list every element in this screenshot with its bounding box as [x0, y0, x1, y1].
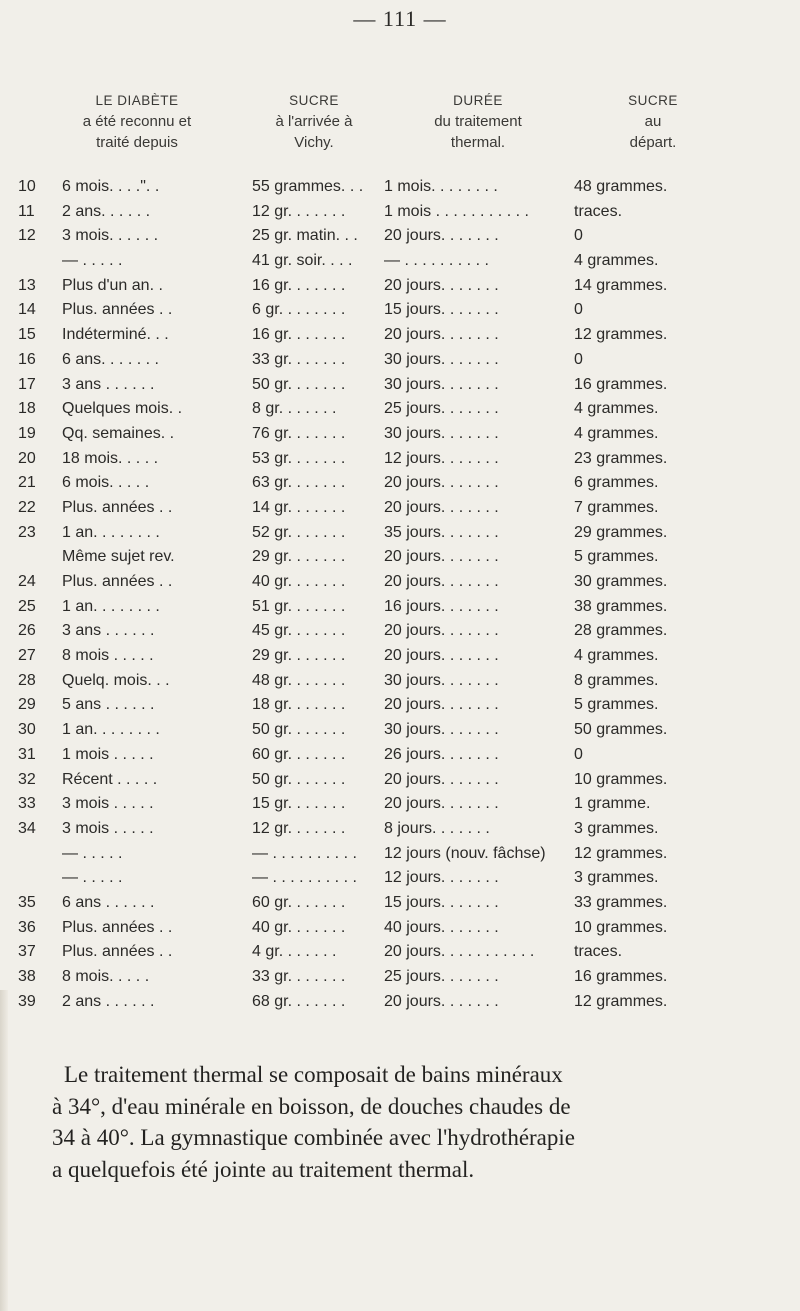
header-line: du traitement	[434, 113, 522, 130]
diagnosed-since: 3 mois. . . . . .	[62, 227, 159, 245]
sugar-on-arrival: 29 gr. . . . . . .	[252, 548, 346, 566]
header-line: thermal.	[450, 134, 506, 151]
table-row	[0, 966, 800, 991]
sugar-on-departure: 5 grammes.	[574, 696, 659, 714]
case-number: 14	[18, 301, 36, 319]
sugar-on-departure: 12 grammes.	[574, 326, 668, 344]
diagnosed-since: 3 ans . . . . . .	[62, 622, 155, 640]
header-line: LE DIABÈTE	[95, 93, 179, 108]
sugar-on-arrival: 14 gr. . . . . . .	[252, 498, 346, 516]
table-row	[0, 299, 800, 324]
sugar-on-arrival: 50 gr. . . . . . .	[252, 721, 346, 739]
treatment-duration: 20 jours. . . . . . .	[384, 795, 499, 813]
diagnosed-since: Plus. années . .	[62, 498, 173, 516]
case-number: 17	[18, 375, 36, 393]
sugar-on-departure: 16 grammes.	[574, 968, 668, 985]
case-number: 20	[18, 449, 36, 467]
case-number: 30	[18, 721, 36, 739]
table-row	[0, 694, 800, 719]
sugar-on-departure: 14 grammes.	[574, 276, 668, 294]
sugar-on-arrival: 6 gr. . . . . . . .	[252, 301, 346, 319]
sugar-on-departure: 10 grammes.	[574, 918, 668, 936]
sugar-on-arrival: — . . . . . . . . . .	[252, 844, 357, 862]
paragraph-line: Le traitement thermal se composait de bains minéraux	[64, 1062, 563, 1087]
sugar-on-departure: 30 grammes.	[574, 573, 668, 590]
sugar-on-arrival: 25 gr. matin. . .	[252, 227, 358, 245]
case-number: 12	[18, 227, 36, 245]
sugar-on-departure: 3 grammes.	[574, 869, 659, 887]
sugar-on-departure: 4 grammes.	[574, 424, 659, 442]
table-row	[0, 522, 800, 547]
treatment-duration: 30 jours. . . . . . .	[384, 350, 499, 368]
case-number: 38	[18, 968, 36, 985]
case-number: 19	[18, 424, 36, 442]
case-table	[0, 176, 800, 1015]
sugar-on-departure: 16 grammes.	[574, 375, 668, 393]
case-number: 13	[18, 276, 36, 294]
diagnosed-since: 3 mois . . . . .	[62, 795, 154, 813]
treatment-duration: 25 jours. . . . . . .	[384, 968, 499, 985]
treatment-duration: 20 jours. . . . . . .	[384, 227, 499, 245]
case-number: 29	[18, 696, 36, 714]
treatment-duration: 1 mois. . . . . . . .	[384, 178, 498, 195]
diagnosed-since: 1 mois . . . . .	[62, 745, 154, 763]
treatment-duration: 26 jours. . . . . . .	[384, 745, 499, 763]
sugar-on-arrival: 33 gr. . . . . . .	[252, 350, 346, 368]
treatment-duration: 20 jours. . . . . . .	[384, 276, 499, 294]
sugar-on-arrival: 68 gr. . . . . . .	[252, 992, 346, 1010]
sugar-on-arrival: 16 gr. . . . . . .	[252, 326, 346, 344]
table-row	[0, 991, 800, 1016]
treatment-duration: 30 jours. . . . . . .	[384, 375, 499, 393]
sugar-on-arrival: 52 gr. . . . . . .	[252, 523, 346, 541]
table-row	[0, 225, 800, 250]
diagnosed-since: — . . . . .	[62, 869, 123, 887]
table-row	[0, 917, 800, 942]
header-line: traité depuis	[96, 134, 178, 151]
sugar-on-departure: 1 gramme.	[574, 795, 651, 813]
diagnosed-since: 1 an. . . . . . . .	[62, 721, 160, 739]
sugar-on-arrival: 33 gr. . . . . . .	[252, 968, 346, 985]
sugar-on-departure: 38 grammes.	[574, 597, 668, 615]
table-row	[0, 448, 800, 473]
case-number: 25	[18, 597, 36, 615]
case-number: 31	[18, 745, 36, 763]
treatment-duration: 20 jours. . . . . . . . . . .	[384, 943, 535, 961]
case-number: 15	[18, 326, 36, 344]
sugar-on-arrival: 15 gr. . . . . . .	[252, 795, 346, 813]
column-header-sucre-arrivee	[254, 90, 374, 153]
case-number: 22	[18, 498, 36, 516]
sugar-on-departure: 48 grammes.	[574, 178, 668, 195]
sugar-on-departure: 6 grammes.	[574, 474, 659, 492]
treatment-duration: 40 jours. . . . . . .	[384, 918, 499, 936]
treatment-duration: 12 jours. . . . . . .	[384, 869, 499, 887]
sugar-on-departure: 23 grammes.	[574, 449, 668, 467]
diagnosed-since: Plus. années . .	[62, 573, 173, 590]
sugar-on-departure: 33 grammes.	[574, 893, 668, 911]
sugar-on-departure: 0	[574, 350, 583, 368]
table-row	[0, 398, 800, 423]
treatment-paragraph	[52, 1059, 752, 1185]
treatment-duration: 8 jours. . . . . . .	[384, 819, 490, 837]
table-row	[0, 349, 800, 374]
diagnosed-since: Plus. années . .	[62, 943, 173, 961]
case-number: 11	[18, 202, 35, 220]
sugar-on-departure: traces.	[574, 202, 623, 220]
diagnosed-since: — . . . . .	[62, 844, 123, 862]
sugar-on-departure: traces.	[574, 943, 623, 961]
table-row	[0, 571, 800, 596]
treatment-duration: 30 jours. . . . . . .	[384, 424, 499, 442]
treatment-duration: 20 jours. . . . . . .	[384, 622, 499, 640]
table-row	[0, 497, 800, 522]
sugar-on-departure: 0	[574, 227, 583, 245]
diagnosed-since: Quelq. mois. . .	[62, 671, 170, 689]
diagnosed-since: — . . . . .	[62, 252, 123, 270]
diagnosed-since: 6 ans. . . . . . .	[62, 350, 159, 368]
case-number: 23	[18, 523, 36, 541]
sugar-on-departure: 0	[574, 301, 583, 319]
case-number: 24	[18, 573, 36, 590]
sugar-on-arrival: 53 gr. . . . . . .	[252, 449, 346, 467]
sugar-on-arrival: 40 gr. . . . . . .	[252, 918, 346, 936]
treatment-duration: 20 jours. . . . . . .	[384, 647, 499, 665]
treatment-duration: 15 jours. . . . . . .	[384, 893, 499, 911]
diagnosed-since: Plus. années . .	[62, 301, 173, 319]
diagnosed-since: 3 mois . . . . .	[62, 819, 154, 837]
sugar-on-arrival: 12 gr. . . . . . .	[252, 202, 346, 220]
sugar-on-arrival: 55 grammes. . .	[252, 178, 364, 195]
sugar-on-departure: 5 grammes.	[574, 548, 659, 566]
table-row	[0, 941, 800, 966]
diagnosed-since: 6 mois. . . .". .	[62, 178, 160, 195]
treatment-duration: 20 jours. . . . . . .	[384, 992, 499, 1010]
sugar-on-arrival: 60 gr. . . . . . .	[252, 745, 346, 763]
diagnosed-since: 1 an. . . . . . . .	[62, 523, 160, 541]
sugar-on-departure: 12 grammes.	[574, 844, 668, 862]
column-header-sucre-depart	[598, 90, 708, 153]
sugar-on-departure: 28 grammes.	[574, 622, 668, 640]
table-row	[0, 201, 800, 226]
paragraph-line: a quelquefois été jointe au traitement thermal.	[52, 1156, 475, 1182]
diagnosed-since: Qq. semaines. .	[62, 424, 175, 442]
table-row	[0, 645, 800, 670]
table-row	[0, 843, 800, 868]
paragraph-line: à 34°, d'eau minérale en boisson, de douches chaudes de	[52, 1093, 571, 1119]
diagnosed-since: Même sujet rev.	[62, 548, 175, 566]
header-line: à l'arrivée à	[275, 113, 353, 130]
diagnosed-since: 6 mois. . . . .	[62, 474, 150, 492]
sugar-on-departure: 4 grammes.	[574, 252, 659, 270]
column-header-duree	[408, 90, 548, 153]
column-header-diabete	[62, 90, 212, 153]
sugar-on-departure: 4 grammes.	[574, 400, 659, 418]
sugar-on-arrival: 12 gr. . . . . . .	[252, 819, 346, 837]
table-row	[0, 892, 800, 917]
case-number: 32	[18, 770, 36, 788]
diagnosed-since: 8 mois . . . . .	[62, 647, 154, 665]
header-line: a été reconnu et	[82, 113, 192, 130]
sugar-on-arrival: 51 gr. . . . . . .	[252, 597, 346, 615]
diagnosed-since: 5 ans . . . . . .	[62, 696, 155, 714]
treatment-duration: 20 jours. . . . . . .	[384, 498, 499, 516]
diagnosed-since: 3 ans . . . . . .	[62, 375, 155, 393]
treatment-duration: 30 jours. . . . . . .	[384, 671, 499, 689]
sugar-on-departure: 29 grammes.	[574, 523, 668, 541]
case-number: 34	[18, 819, 36, 837]
table-row	[0, 818, 800, 843]
sugar-on-arrival: 18 gr. . . . . . .	[252, 696, 346, 714]
treatment-duration: 20 jours. . . . . . .	[384, 770, 499, 788]
sugar-on-arrival: 29 gr. . . . . . .	[252, 647, 346, 665]
case-number: 10	[18, 178, 36, 195]
sugar-on-departure: 10 grammes.	[574, 770, 668, 788]
sugar-on-arrival: 50 gr. . . . . . .	[252, 770, 346, 788]
diagnosed-since: 2 ans. . . . . .	[62, 202, 151, 220]
sugar-on-departure: 3 grammes.	[574, 819, 659, 837]
sugar-on-arrival: 76 gr. . . . . . .	[252, 424, 346, 442]
sugar-on-arrival: 41 gr. soir. . . .	[252, 252, 353, 270]
sugar-on-arrival: 4 gr. . . . . . .	[252, 943, 337, 961]
diagnosed-since: 6 ans . . . . . .	[62, 893, 155, 911]
treatment-duration: 20 jours. . . . . . .	[384, 696, 499, 714]
sugar-on-arrival: 63 gr. . . . . . .	[252, 474, 346, 492]
treatment-duration: — . . . . . . . . . .	[384, 252, 489, 270]
case-number: 28	[18, 671, 36, 689]
case-number: 26	[18, 622, 36, 640]
diagnosed-since: 1 an. . . . . . . .	[62, 597, 160, 615]
table-row	[0, 250, 800, 275]
diagnosed-since: Quelques mois. .	[62, 400, 183, 418]
table-row	[0, 374, 800, 399]
sugar-on-departure: 0	[574, 745, 583, 763]
table-row	[0, 472, 800, 497]
case-number: 27	[18, 647, 36, 665]
sugar-on-arrival: 40 gr. . . . . . .	[252, 573, 346, 590]
treatment-duration: 35 jours. . . . . . .	[384, 523, 499, 541]
diagnosed-since: Plus. années . .	[62, 918, 173, 936]
case-number: 21	[18, 474, 36, 492]
treatment-duration: 25 jours. . . . . . .	[384, 400, 499, 418]
table-row	[0, 324, 800, 349]
table-row	[0, 744, 800, 769]
case-number: 33	[18, 795, 36, 813]
sugar-on-departure: 12 grammes.	[574, 992, 668, 1010]
sugar-on-departure: 8 grammes.	[574, 671, 659, 689]
table-row	[0, 719, 800, 744]
treatment-duration: 20 jours. . . . . . .	[384, 474, 499, 492]
sugar-on-departure: 4 grammes.	[574, 647, 659, 665]
treatment-duration: 15 jours. . . . . . .	[384, 301, 499, 319]
treatment-duration: 12 jours. . . . . . .	[384, 449, 499, 467]
page-number: — 111 —	[353, 6, 447, 31]
treatment-duration: 16 jours. . . . . . .	[384, 597, 499, 615]
diagnosed-since: Indéterminé. . .	[62, 326, 169, 344]
treatment-duration: 12 jours (nouv. fâchse)	[384, 844, 546, 862]
table-row	[0, 670, 800, 695]
table-row	[0, 596, 800, 621]
paragraph-line: 34 à 40°. La gymnastique combinée avec l'hydrothérapie	[52, 1125, 575, 1150]
case-number: 36	[18, 918, 36, 936]
treatment-duration: 30 jours. . . . . . .	[384, 721, 499, 739]
treatment-duration: 20 jours. . . . . . .	[384, 573, 499, 590]
table-row	[0, 793, 800, 818]
diagnosed-since: 2 ans . . . . . .	[62, 992, 155, 1010]
diagnosed-since: 8 mois. . . . .	[62, 968, 150, 985]
diagnosed-since: 18 mois. . . . .	[62, 449, 159, 467]
sugar-on-arrival: 8 gr. . . . . . .	[252, 400, 337, 418]
sugar-on-arrival: — . . . . . . . . . .	[252, 869, 357, 887]
table-row	[0, 620, 800, 645]
header-line: SUCRE	[289, 93, 339, 108]
table-row	[0, 423, 800, 448]
table-row	[0, 176, 800, 201]
header-line: SUCRE	[628, 93, 678, 108]
page-edge-shadow	[0, 990, 8, 1311]
diagnosed-since: Récent . . . . .	[62, 770, 158, 788]
header-line: DURÉE	[453, 93, 503, 108]
sugar-on-arrival: 45 gr. . . . . . .	[252, 622, 346, 640]
case-number: 16	[18, 350, 36, 368]
case-number: 37	[18, 943, 36, 961]
case-number: 39	[18, 992, 36, 1010]
header-line: départ.	[629, 134, 677, 151]
sugar-on-arrival: 60 gr. . . . . . .	[252, 893, 346, 911]
sugar-on-departure: 7 grammes.	[574, 498, 659, 516]
diagnosed-since: Plus d'un an. .	[62, 276, 163, 294]
sugar-on-arrival: 48 gr. . . . . . .	[252, 671, 346, 689]
table-row	[0, 546, 800, 571]
sugar-on-departure: 50 grammes.	[574, 721, 668, 739]
table-row	[0, 769, 800, 794]
case-number: 18	[18, 400, 36, 418]
table-row	[0, 867, 800, 892]
sugar-on-arrival: 50 gr. . . . . . .	[252, 375, 346, 393]
table-row	[0, 275, 800, 300]
header-line: au	[644, 113, 662, 130]
header-line: Vichy.	[294, 134, 334, 151]
sugar-on-arrival: 16 gr. . . . . . .	[252, 276, 346, 294]
treatment-duration: 1 mois . . . . . . . . . . .	[384, 202, 529, 220]
treatment-duration: 20 jours. . . . . . .	[384, 326, 499, 344]
case-number: 35	[18, 893, 36, 911]
treatment-duration: 20 jours. . . . . . .	[384, 548, 499, 566]
